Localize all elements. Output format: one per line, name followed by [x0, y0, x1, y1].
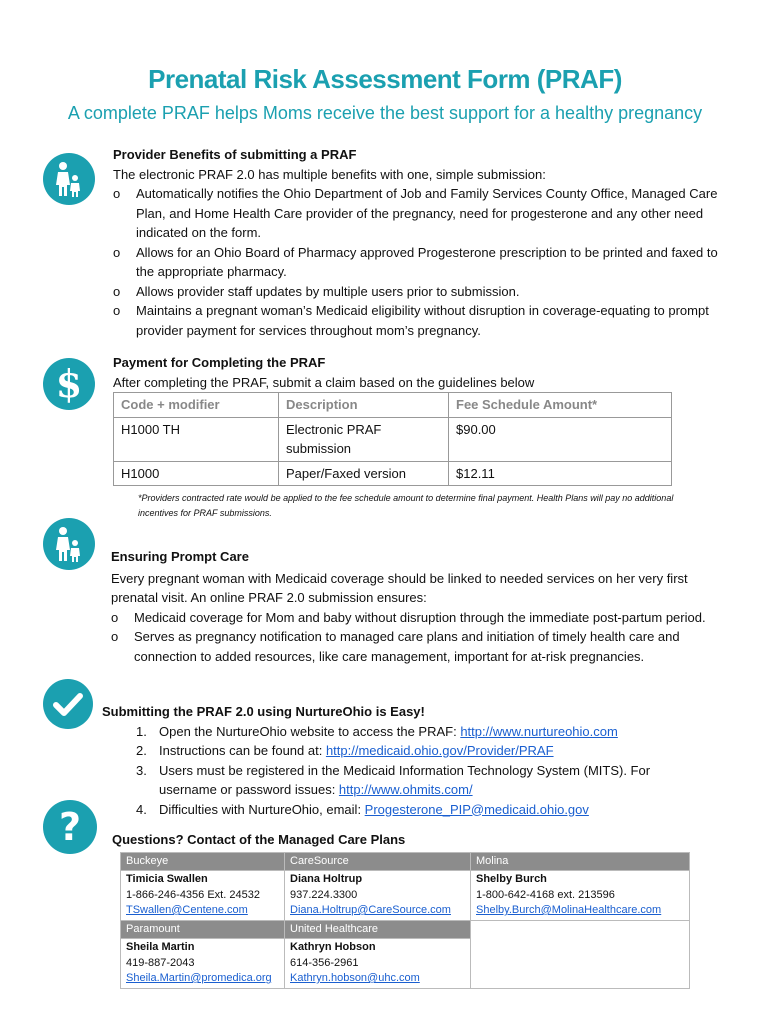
plan-name: Molina [471, 852, 690, 871]
list-item: o Automatically notifies the Ohio Department of Job and Family Services County Office, Managed Care Plan, and Home Health Care provider of the pregnancy, need for progesterone and any other need indicated on the form. [113, 184, 723, 243]
empty-cell [471, 920, 690, 988]
benefits-list [113, 184, 723, 340]
table-cell: H1000 [114, 461, 279, 486]
table-cell: H1000 TH [114, 417, 279, 461]
step-number: 3. [136, 762, 147, 778]
fee-column-header: Code + modifier [114, 393, 279, 418]
mother-child-icon [43, 518, 95, 570]
step-text: Open the NurtureOhio website to access the PRAF: [159, 723, 461, 739]
instructions-link[interactable]: http://medicaid.ohio.gov/Provider/PRAF [325, 743, 554, 758]
benefits-intro: The electronic PRAF 2.0 has multiple benefits with one, simple submission: [113, 166, 546, 182]
plan-name: CareSource [285, 852, 471, 871]
contact-name: Sheila Martin [126, 941, 195, 953]
table-cell: $12.11 [449, 461, 672, 486]
contact-cell [121, 939, 285, 989]
list-item: o Allows for an Ohio Board of Pharmacy approved Progesterone prescription to be printed and faxed to the appropriate pharmacy. [113, 243, 723, 282]
prompt-care-heading: Ensuring Prompt Care [111, 549, 249, 564]
submitting-heading: Submitting the PRAF 2.0 using NurtureOhio is Easy! [102, 704, 425, 719]
checkmark-icon [43, 679, 93, 729]
list-item [136, 761, 702, 800]
plan-name: United Healthcare [285, 920, 471, 939]
payment-heading: Payment for Completing the PRAF [113, 355, 326, 370]
contact-phone: 1-866-246-4356 Ext. 24532 [126, 888, 260, 901]
contact-cell [285, 939, 471, 989]
contact-email-link[interactable]: Sheila.Martin@promedica.org [126, 972, 272, 984]
submitting-steps [136, 722, 702, 820]
step-number: 1. [136, 723, 147, 739]
contact-phone: 419-887-2043 [126, 956, 195, 969]
list-item: o Maintains a pregnant woman’s Medicaid eligibility without disruption in coverage-equating to prompt provider payment for services throughout mom’s pregnancy. [113, 301, 723, 340]
contact-phone: 614-356-2961 [290, 956, 359, 969]
page-title: Prenatal Risk Assessment Form (PRAF) [148, 64, 622, 94]
list-item: o Medicaid coverage for Mom and baby without disruption through the immediate post-partum period. [111, 608, 721, 628]
table-cell: Electronic PRAF submission [279, 417, 449, 461]
list-item [136, 741, 702, 761]
contact-phone: 937.224.3300 [290, 888, 358, 901]
contact-email-link[interactable]: Shelby.Burch@MolinaHealthcare.com [476, 904, 662, 916]
contact-name: Timicia Swallen [126, 873, 208, 885]
page-subtitle: A complete PRAF helps Moms receive the best support for a healthy pregnancy [67, 103, 703, 123]
plan-name: Paramount [121, 920, 285, 939]
list-item: o Serves as pregnancy notification to managed care plans and initiation of timely health care and connection to added resources, like care management, important for at-risk pregnancies. [111, 627, 721, 666]
contact-cell [121, 871, 285, 921]
fee-column-header: Description [279, 393, 449, 418]
nurtureohio-link[interactable]: http://www.nurtureohio.com [460, 723, 618, 739]
fee-footnote: *Providers contracted rate would be applied to the fee schedule amount to determine final payment. Health Plans will pay no additional incentives for PRAF submissions. [138, 493, 674, 518]
table-row [114, 417, 672, 461]
fee-table [113, 392, 672, 486]
contact-name: Shelby Burch [476, 873, 547, 885]
step-number: 2. [136, 743, 147, 758]
question-mark-icon: ? [43, 800, 97, 854]
dollar-icon: $ [43, 358, 95, 410]
step-text: Difficulties with NurtureOhio, email: [159, 801, 365, 817]
table-cell: $90.00 [449, 417, 672, 461]
contact-name: Diana Holtrup [290, 873, 363, 885]
contact-email-link[interactable]: TSwallen@Centene.com [126, 904, 248, 916]
table-row [114, 461, 672, 486]
contact-email-link[interactable]: Diana.Holtrup@CareSource.com [290, 904, 451, 916]
fee-column-header: Fee Schedule Amount* [449, 393, 672, 418]
step-number: 4. [136, 801, 147, 817]
benefits-heading: Provider Benefits of submitting a PRAF [113, 147, 357, 162]
table-row [121, 871, 690, 921]
submitting-section [102, 702, 702, 819]
contact-email-link[interactable]: Kathryn.hobson@uhc.com [290, 972, 420, 984]
list-item [136, 800, 702, 820]
plan-name: Buckeye [121, 852, 285, 871]
questions-heading: Questions? Contact of the Managed Care Plans [112, 832, 406, 847]
mother-child-icon [43, 153, 95, 205]
list-item: o Allows provider staff updates by multiple users prior to submission. [113, 282, 723, 302]
payment-intro: After completing the PRAF, submit a claim based on the guidelines below [113, 374, 535, 390]
table-cell: Paper/Faxed version [279, 461, 449, 486]
payment-section [113, 353, 713, 521]
ohmits-link[interactable]: http://www.ohmits.com/ [338, 782, 473, 797]
progesterone-email-link[interactable]: Progesterone_PIP@medicaid.ohio.gov [364, 801, 589, 817]
benefits-section [113, 145, 723, 340]
prompt-care-list [111, 608, 721, 667]
questions-section [112, 830, 712, 989]
contacts-table [120, 852, 690, 989]
prompt-care-section [111, 547, 721, 666]
contact-name: Kathryn Hobson [290, 941, 376, 953]
contact-cell [471, 871, 690, 921]
list-item [136, 722, 702, 742]
contact-cell [285, 871, 471, 921]
contact-phone: 1-800-642-4168 ext. 213596 [476, 888, 615, 901]
prompt-care-intro: Every pregnant woman with Medicaid coverage should be linked to needed services on her very first prenatal visit. An online PRAF 2.0 submission ensures: [111, 570, 688, 605]
step-text: Instructions can be found at: [159, 743, 326, 758]
step-text: Users must be registered in the Medicaid Information Technology System (MITS). For username or password issues: [159, 762, 651, 797]
